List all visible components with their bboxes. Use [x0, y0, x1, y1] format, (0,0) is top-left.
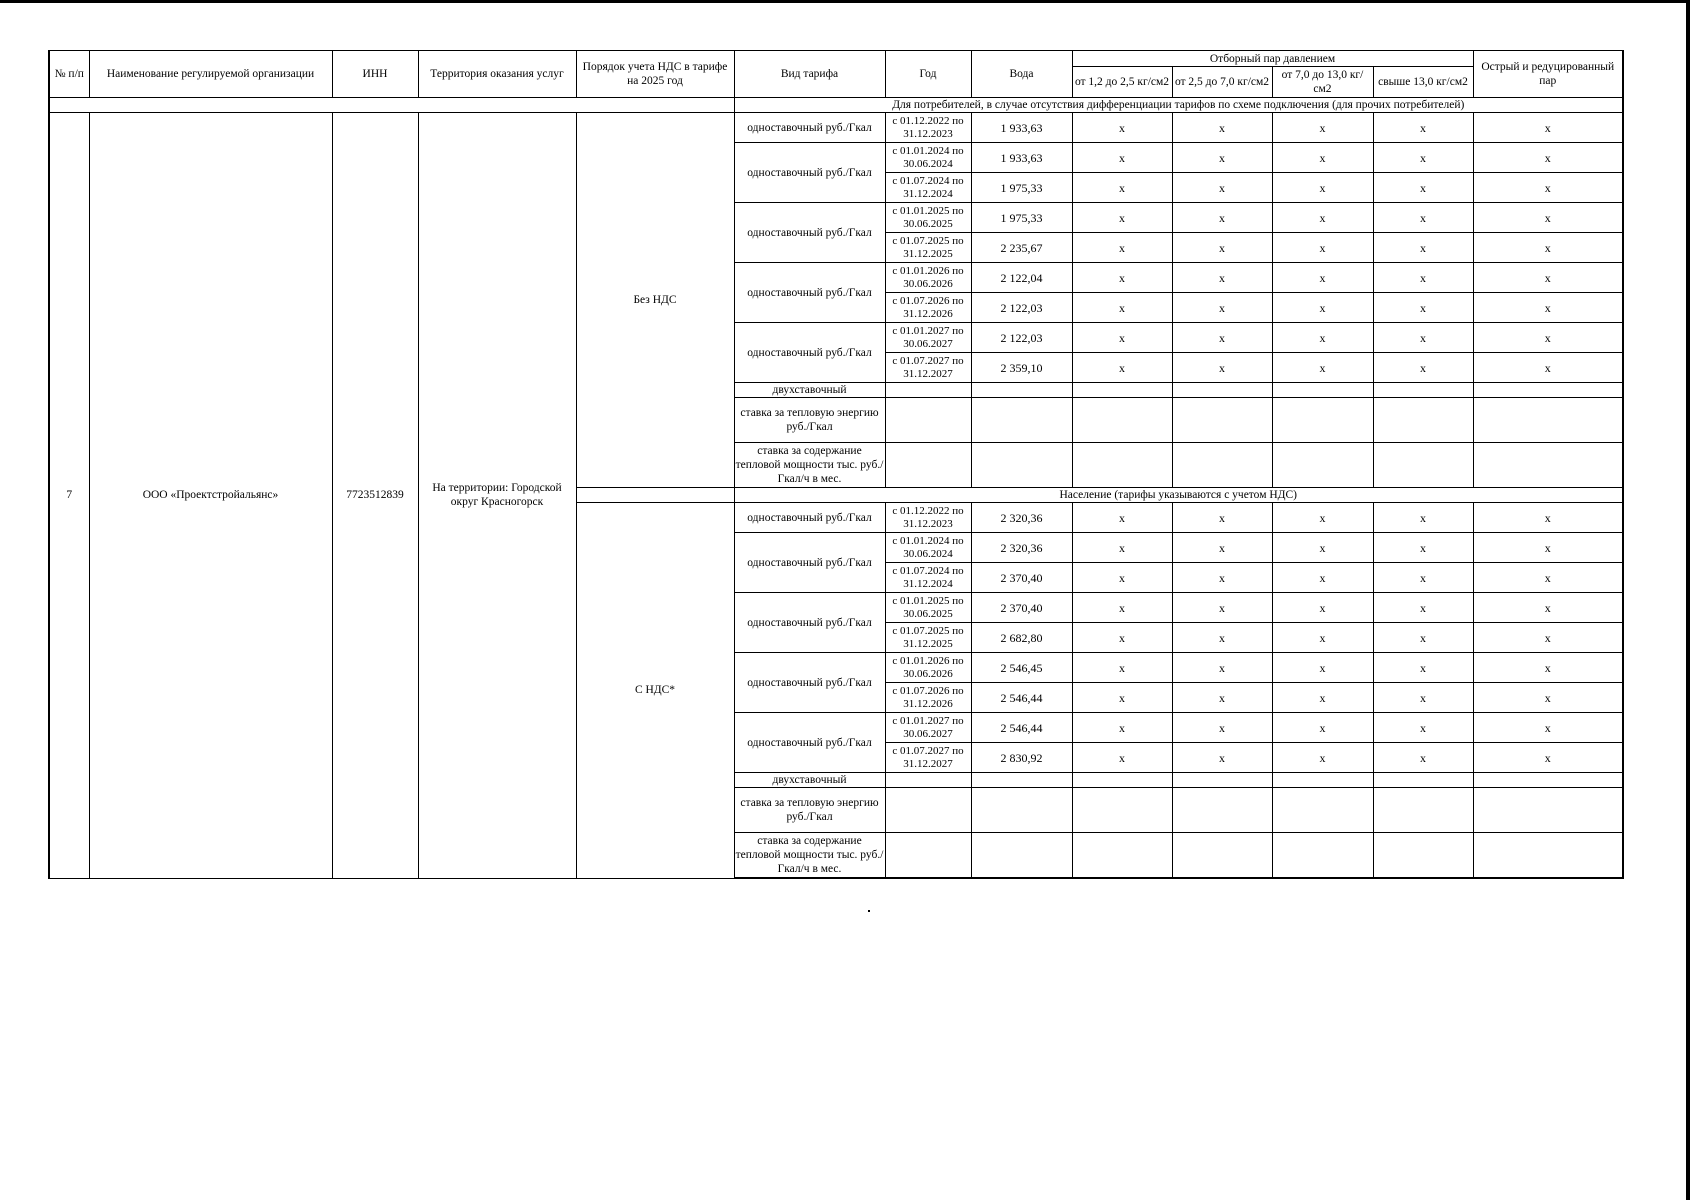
empty-cell: [1373, 398, 1473, 443]
water-value: 2 370,40: [971, 563, 1072, 593]
tariff-period: с 01.07.2027 по 31.12.2027: [885, 353, 971, 383]
empty-cell: [1473, 383, 1623, 398]
empty-cell: [1072, 788, 1172, 833]
x-mark: x: [1473, 323, 1623, 353]
water-value: 2 546,44: [971, 683, 1072, 713]
x-mark: x: [1272, 683, 1373, 713]
stray-dot: [868, 910, 870, 912]
empty-cell: [1373, 443, 1473, 488]
empty-cell: [1272, 398, 1373, 443]
x-mark: x: [1072, 203, 1172, 233]
x-mark: x: [1172, 203, 1272, 233]
rate-energy-label: ставка за тепловую энергию руб./Гкал: [734, 788, 885, 833]
x-mark: x: [1072, 533, 1172, 563]
empty-cell: [1072, 773, 1172, 788]
empty-cell: [1072, 443, 1172, 488]
empty-cell: [1473, 788, 1623, 833]
x-mark: x: [1473, 143, 1623, 173]
tariff-period: с 01.07.2025 по 31.12.2025: [885, 623, 971, 653]
empty-cell: [885, 833, 971, 879]
header-steam-1: от 1,2 до 2,5 кг/см2: [1072, 67, 1172, 98]
header-territory: Территория оказания услуг: [418, 51, 576, 98]
tariff-period: с 01.07.2024 по 31.12.2024: [885, 173, 971, 203]
header-steam-2: от 2,5 до 7,0 кг/см2: [1172, 67, 1272, 98]
empty-cell: [1172, 788, 1272, 833]
x-mark: x: [1373, 113, 1473, 143]
x-mark: x: [1473, 593, 1623, 623]
water-value: 2 320,36: [971, 533, 1072, 563]
header-steam-3: от 7,0 до 13,0 кг/см2: [1272, 67, 1373, 98]
water-value: 1 975,33: [971, 203, 1072, 233]
water-value: 2 122,04: [971, 263, 1072, 293]
tariff-kind: одноставочный руб./Гкал: [734, 533, 885, 593]
x-mark: x: [1072, 503, 1172, 533]
empty-cell: [885, 383, 971, 398]
tariff-kind: одноставочный руб./Гкал: [734, 503, 885, 533]
empty-cell: [885, 773, 971, 788]
tariff-period: с 01.01.2026 по 30.06.2026: [885, 263, 971, 293]
x-mark: x: [1272, 623, 1373, 653]
water-value: 2 682,80: [971, 623, 1072, 653]
org-inn: 7723512839: [332, 113, 418, 879]
x-mark: x: [1272, 743, 1373, 773]
x-mark: x: [1072, 143, 1172, 173]
x-mark: x: [1172, 563, 1272, 593]
x-mark: x: [1373, 563, 1473, 593]
empty-cell: [1373, 833, 1473, 879]
x-mark: x: [1473, 233, 1623, 263]
water-value: 2 546,45: [971, 653, 1072, 683]
x-mark: x: [1373, 233, 1473, 263]
vat-label: С НДС*: [576, 503, 734, 879]
rate-capacity-label: ставка за содержание тепловой мощности тыс. руб./Гкал/ч в мес.: [734, 443, 885, 488]
tariff-period: с 01.01.2026 по 30.06.2026: [885, 653, 971, 683]
tariff-kind: одноставочный руб./Гкал: [734, 713, 885, 773]
x-mark: x: [1072, 683, 1172, 713]
x-mark: x: [1072, 173, 1172, 203]
empty-cell: [1473, 443, 1623, 488]
section-title: Население (тарифы указываются с учетом НДС): [734, 488, 1623, 503]
empty-cell: [1172, 443, 1272, 488]
tariff-kind: одноставочный руб./Гкал: [734, 653, 885, 713]
x-mark: x: [1272, 653, 1373, 683]
x-mark: x: [1172, 533, 1272, 563]
x-mark: x: [1172, 143, 1272, 173]
empty-cell: [885, 398, 971, 443]
x-mark: x: [1473, 683, 1623, 713]
x-mark: x: [1072, 353, 1172, 383]
empty-cell: [1473, 833, 1623, 879]
water-value: 2 830,92: [971, 743, 1072, 773]
x-mark: x: [1272, 533, 1373, 563]
tariff-kind: одноставочный руб./Гкал: [734, 323, 885, 383]
x-mark: x: [1373, 713, 1473, 743]
water-value: 2 546,44: [971, 713, 1072, 743]
x-mark: x: [1373, 683, 1473, 713]
tariff-row: [49, 113, 1623, 143]
empty-cell: [1272, 833, 1373, 879]
x-mark: x: [1373, 743, 1473, 773]
empty-cell: [1373, 788, 1473, 833]
header-inn: ИНН: [332, 51, 418, 98]
x-mark: x: [1272, 173, 1373, 203]
empty-cell: [971, 833, 1072, 879]
x-mark: x: [1272, 263, 1373, 293]
rate-capacity-label: ставка за содержание тепловой мощности тыс. руб./Гкал/ч в мес.: [734, 833, 885, 879]
water-value: 2 235,67: [971, 233, 1072, 263]
water-value: 2 320,36: [971, 503, 1072, 533]
x-mark: x: [1473, 293, 1623, 323]
x-mark: x: [1172, 653, 1272, 683]
x-mark: x: [1072, 233, 1172, 263]
header-num: № п/п: [49, 51, 89, 98]
x-mark: x: [1373, 323, 1473, 353]
x-mark: x: [1172, 323, 1272, 353]
x-mark: x: [1373, 623, 1473, 653]
empty-cell: [1373, 383, 1473, 398]
empty-cell: [1272, 443, 1373, 488]
x-mark: x: [1172, 593, 1272, 623]
org-name: ООО «Проектстройальянс»: [89, 113, 332, 879]
empty-cell: [885, 443, 971, 488]
empty-cell: [1272, 773, 1373, 788]
x-mark: x: [1072, 263, 1172, 293]
x-mark: x: [1072, 623, 1172, 653]
section-title: Для потребителей, в случае отсутствия дифференциации тарифов по схеме подключения (для прочих потребителей): [734, 98, 1623, 113]
x-mark: x: [1272, 293, 1373, 323]
empty-cell: [1172, 833, 1272, 879]
tariff-kind: одноставочный руб./Гкал: [734, 593, 885, 653]
x-mark: x: [1072, 293, 1172, 323]
x-mark: x: [1373, 173, 1473, 203]
x-mark: x: [1172, 623, 1272, 653]
empty-cell: [971, 398, 1072, 443]
x-mark: x: [1473, 173, 1623, 203]
empty-cell: [1272, 788, 1373, 833]
header-year: Год: [885, 51, 971, 98]
empty-cell: [971, 383, 1072, 398]
empty-cell: [1072, 383, 1172, 398]
x-mark: x: [1272, 113, 1373, 143]
empty-cell: [971, 788, 1072, 833]
x-mark: x: [1172, 713, 1272, 743]
tariff-period: с 01.01.2027 по 30.06.2027: [885, 323, 971, 353]
x-mark: x: [1172, 743, 1272, 773]
x-mark: x: [1172, 263, 1272, 293]
water-value: 2 122,03: [971, 293, 1072, 323]
x-mark: x: [1373, 293, 1473, 323]
x-mark: x: [1373, 593, 1473, 623]
x-mark: x: [1272, 323, 1373, 353]
x-mark: x: [1473, 263, 1623, 293]
x-mark: x: [1473, 743, 1623, 773]
x-mark: x: [1373, 653, 1473, 683]
x-mark: x: [1172, 113, 1272, 143]
tariff-kind: одноставочный руб./Гкал: [734, 203, 885, 263]
empty-cell: [971, 443, 1072, 488]
rate-energy-label: ставка за тепловую энергию руб./Гкал: [734, 398, 885, 443]
empty-cell: [1373, 773, 1473, 788]
tariff-body: [49, 98, 1623, 879]
header-tariff-kind: Вид тарифа: [734, 51, 885, 98]
x-mark: x: [1473, 203, 1623, 233]
x-mark: x: [1272, 563, 1373, 593]
x-mark: x: [1473, 653, 1623, 683]
header-spacer-cell: [49, 98, 734, 113]
org-territory: На территории: Городской округ Красногорск: [418, 113, 576, 879]
x-mark: x: [1172, 173, 1272, 203]
x-mark: x: [1373, 203, 1473, 233]
x-mark: x: [1473, 533, 1623, 563]
section-row: [49, 98, 1623, 113]
tariff-period: с 01.01.2025 по 30.06.2025: [885, 203, 971, 233]
water-value: 2 122,03: [971, 323, 1072, 353]
x-mark: x: [1272, 503, 1373, 533]
x-mark: x: [1373, 263, 1473, 293]
org-num: 7: [49, 113, 89, 879]
x-mark: x: [1272, 353, 1373, 383]
header-steam-4: свыше 13,0 кг/см2: [1373, 67, 1473, 98]
x-mark: x: [1473, 623, 1623, 653]
water-value: 1 933,63: [971, 113, 1072, 143]
x-mark: x: [1473, 353, 1623, 383]
x-mark: x: [1272, 203, 1373, 233]
x-mark: x: [1172, 233, 1272, 263]
vat-label: Без НДС: [576, 113, 734, 488]
empty-cell: [1172, 383, 1272, 398]
tariff-period: с 01.07.2025 по 31.12.2025: [885, 233, 971, 263]
water-value: 2 370,40: [971, 593, 1072, 623]
x-mark: x: [1473, 503, 1623, 533]
empty-cell: [1072, 398, 1172, 443]
tariff-period: с 01.12.2022 по 31.12.2023: [885, 113, 971, 143]
x-mark: x: [1272, 713, 1373, 743]
page-top-border: [0, 0, 1690, 3]
empty-cell: [1473, 398, 1623, 443]
header-org-name: Наименование регулируемой организации: [89, 51, 332, 98]
header-sharp-steam: Острый и редуцированный пар: [1473, 51, 1623, 98]
x-mark: x: [1272, 143, 1373, 173]
x-mark: x: [1373, 143, 1473, 173]
x-mark: x: [1373, 503, 1473, 533]
tariff-kind: одноставочный руб./Гкал: [734, 143, 885, 203]
tariff-kind: одноставочный руб./Гкал: [734, 113, 885, 143]
empty-cell: [1172, 773, 1272, 788]
x-mark: x: [1172, 353, 1272, 383]
tariff-period: с 01.07.2027 по 31.12.2027: [885, 743, 971, 773]
tariff-period: с 01.01.2024 по 30.06.2024: [885, 533, 971, 563]
header-steam-group: Отборный пар давлением: [1072, 51, 1473, 67]
x-mark: x: [1272, 593, 1373, 623]
x-mark: x: [1072, 563, 1172, 593]
x-mark: x: [1473, 563, 1623, 593]
tariff-period: с 01.01.2025 по 30.06.2025: [885, 593, 971, 623]
page-right-border: [1686, 0, 1690, 1200]
x-mark: x: [1172, 503, 1272, 533]
water-value: 1 975,33: [971, 173, 1072, 203]
x-mark: x: [1072, 323, 1172, 353]
x-mark: x: [1172, 683, 1272, 713]
tariff-table: [48, 50, 1624, 879]
vat-spacer-cell: [576, 488, 734, 503]
tariff-period: с 01.07.2026 по 31.12.2026: [885, 683, 971, 713]
empty-cell: [971, 773, 1072, 788]
tariff-period: с 01.12.2022 по 31.12.2023: [885, 503, 971, 533]
x-mark: x: [1072, 653, 1172, 683]
x-mark: x: [1072, 113, 1172, 143]
header-water: Вода: [971, 51, 1072, 98]
x-mark: x: [1072, 743, 1172, 773]
empty-cell: [1272, 383, 1373, 398]
tariff-period: с 01.01.2024 по 30.06.2024: [885, 143, 971, 173]
x-mark: x: [1373, 533, 1473, 563]
x-mark: x: [1072, 593, 1172, 623]
two-part-label: двухставочный: [734, 773, 885, 788]
empty-cell: [1172, 398, 1272, 443]
two-part-label: двухставочный: [734, 383, 885, 398]
empty-cell: [1072, 833, 1172, 879]
empty-cell: [1473, 773, 1623, 788]
x-mark: x: [1072, 713, 1172, 743]
x-mark: x: [1473, 713, 1623, 743]
tariff-period: с 01.01.2027 по 30.06.2027: [885, 713, 971, 743]
x-mark: x: [1373, 353, 1473, 383]
water-value: 2 359,10: [971, 353, 1072, 383]
x-mark: x: [1172, 293, 1272, 323]
x-mark: x: [1473, 113, 1623, 143]
tariff-period: с 01.07.2026 по 31.12.2026: [885, 293, 971, 323]
tariff-kind: одноставочный руб./Гкал: [734, 263, 885, 323]
header-vat-order: Порядок учета НДС в тарифе на 2025 год: [576, 51, 734, 98]
water-value: 1 933,63: [971, 143, 1072, 173]
x-mark: x: [1272, 233, 1373, 263]
tariff-period: с 01.07.2024 по 31.12.2024: [885, 563, 971, 593]
empty-cell: [885, 788, 971, 833]
